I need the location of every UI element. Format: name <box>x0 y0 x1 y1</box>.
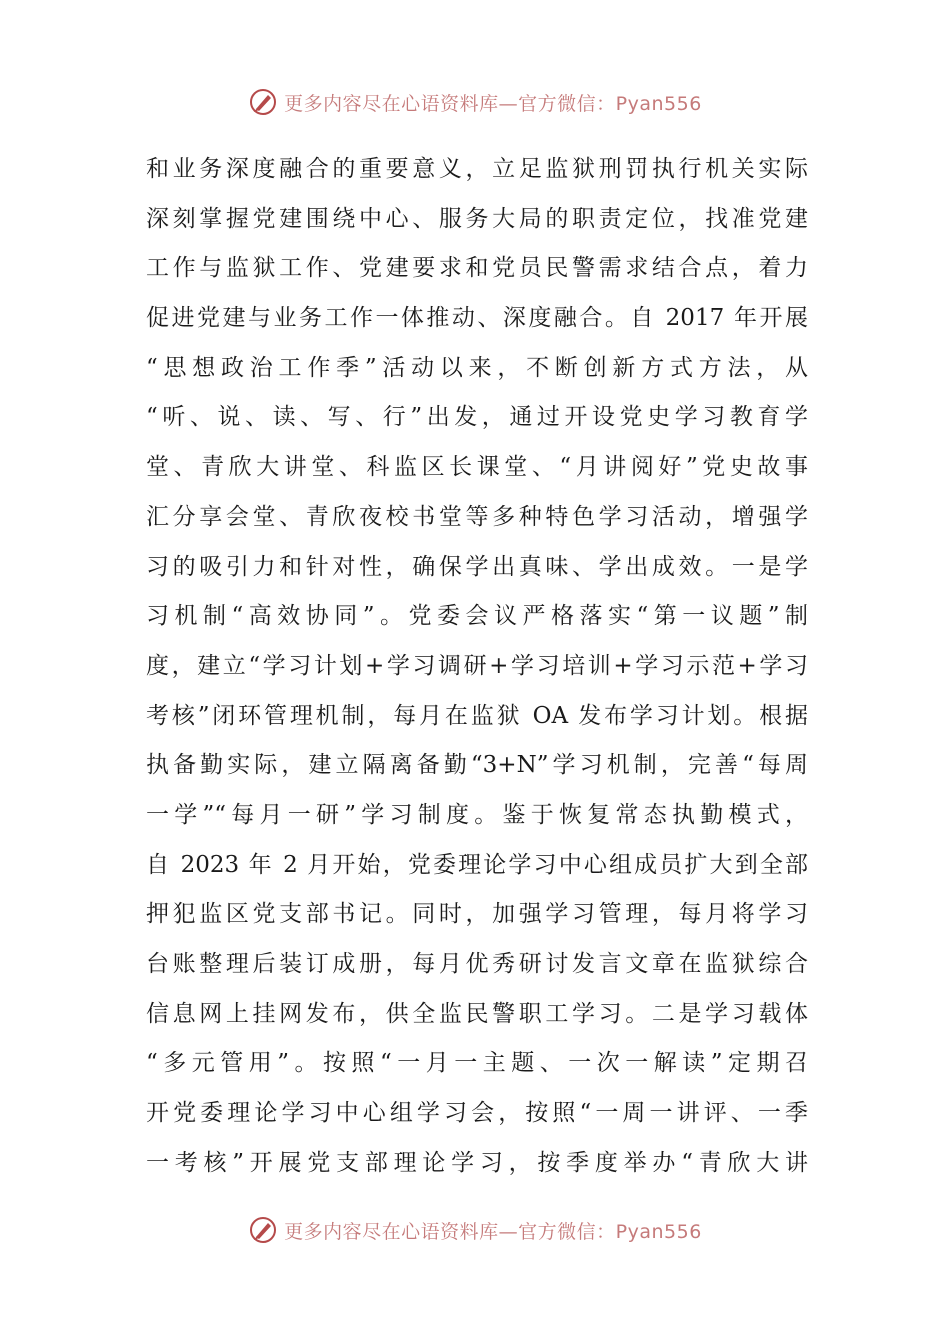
text-line: 习的吸引力和针对性，确保学出真味、学出成效。一是学 <box>146 553 808 580</box>
header-watermark <box>0 82 950 122</box>
text-line: 深刻掌握党建围绕中心、服务大局的职责定位，找准党建 <box>146 205 808 232</box>
pen-nib-logo-icon <box>248 1215 278 1245</box>
text-line: 工作与监狱工作、党建要求和党员民警需求结合点，着力 <box>146 255 808 282</box>
text-line: 自 2023 年 2 月开始，党委理论学习中心组成员扩大到全部 <box>146 851 808 878</box>
text-line: 促进党建与业务工作一体推动、深度融合。自 2017 年开展 <box>146 305 808 332</box>
text-line: 一学”“每月一研”学习制度。鉴于恢复常态执勤模式， <box>146 801 808 828</box>
text-line: 堂、青欣大讲堂、科监区长课堂、“月讲阅好”党史故事 <box>146 454 808 481</box>
pen-nib-logo-icon <box>248 87 278 117</box>
watermark-text: 更多内容尽在心语资料库—官方微信：Pyan556 <box>284 92 702 115</box>
text-line: 执备勤实际，建立隔离备勤“3+N”学习机制，完善“每周 <box>146 752 808 779</box>
text-line: “思想政治工作季”活动以来，不断创新方式方法，从 <box>146 354 808 381</box>
text-line: 和业务深度融合的重要意义，立足监狱刑罚执行机关实际 <box>146 156 808 182</box>
document-body <box>146 145 808 1188</box>
text-line: “多元管用”。按照“一月一主题、一次一解读”定期召 <box>146 1050 808 1077</box>
text-line: 台账整理后装订成册，每月优秀研讨发言文章在监狱综合 <box>146 951 808 977</box>
text-line: 汇分享会堂、青欣夜校书堂等多种特色学习活动，增强学 <box>146 503 808 530</box>
text-line: 考核”闭环管理机制，每月在监狱 OA 发布学习计划。根据 <box>146 702 808 729</box>
watermark-text: 更多内容尽在心语资料库—官方微信：Pyan556 <box>284 1220 702 1243</box>
text-line: 习机制“高效协同”。党委会议严格落实“第一议题”制 <box>146 603 808 630</box>
text-line: 押犯监区党支部书记。同时，加强学习管理，每月将学习 <box>146 901 808 928</box>
text-line: 开党委理论学习中心组学习会，按照“一周一讲评、一季 <box>146 1100 808 1127</box>
text-line: “听、说、读、写、行”出发，通过开设党史学习教育学 <box>146 404 808 431</box>
text-line: 度，建立“学习计划+学习调研+学习培训+学习示范+学习 <box>146 652 808 679</box>
footer-watermark <box>0 1210 950 1250</box>
text-line: 一考核”开展党支部理论学习，按季度举办“青欣大讲 <box>146 1149 808 1176</box>
text-line: 信息网上挂网发布，供全监民警职工学习。二是学习载体 <box>146 1000 808 1027</box>
